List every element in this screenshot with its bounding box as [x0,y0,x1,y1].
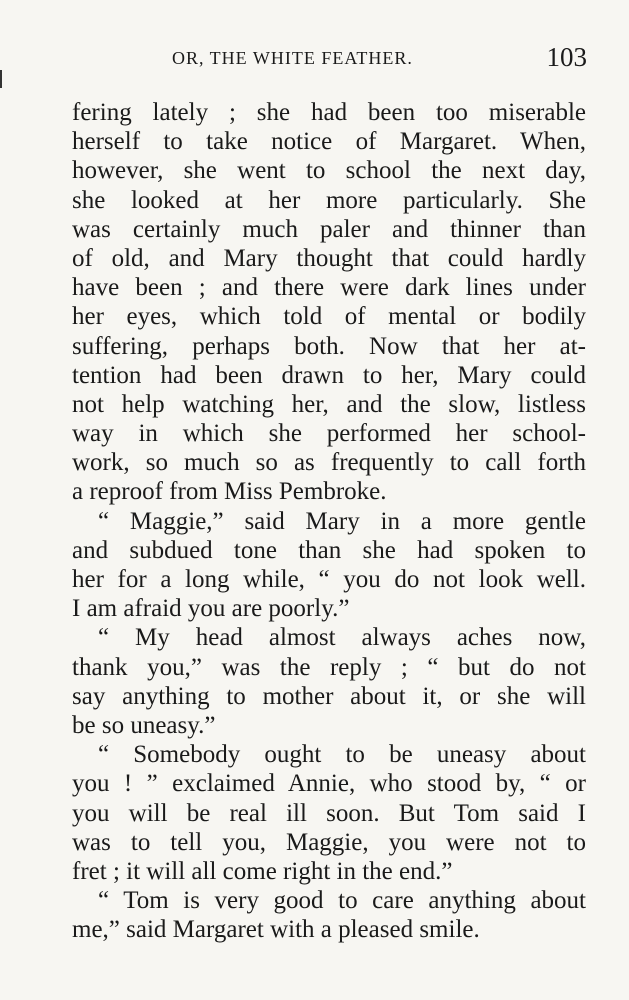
text-line: way in which she performed her school- [72,420,586,448]
text-line: fering lately ; she had been too miserable [72,99,586,126]
text-line: me,” said Margaret with a pleased smile. [72,916,480,944]
text-line: of old, and Mary thought that could hardly [72,244,586,272]
text-line: tention had been drawn to her, Mary could [72,361,586,389]
text-line: herself to take notice of Margaret. When, [72,128,586,156]
text-line: she looked at her more particularly. She [72,186,586,214]
text-line: her for a long while, “ you do not look well. [72,566,586,593]
page-edge-mark [0,70,2,88]
body-text [72,98,586,944]
text-line: you will be real ill soon. But Tom said I [72,799,586,827]
text-line: however, she went to school the next day, [72,157,586,185]
text-line: not help watching her, and the slow, listless [72,390,586,418]
text-line: thank you,” was the reply ; “ but do not [72,653,586,681]
page-number: 103 [546,42,587,72]
text-line: say anything to mother about it, or she will [72,682,586,710]
text-line: was to tell you, Maggie, you were not to [72,828,586,856]
page-header [72,42,587,76]
text-line: a reproof from Miss Pembroke. [72,478,387,506]
text-line: and subdued tone than she had spoken to [72,536,586,564]
text-line: be so uneasy.” [72,711,216,739]
running-head: OR, THE WHITE FEATHER. [172,48,413,68]
text-line: have been ; and there were dark lines under [72,274,586,302]
text-line: her eyes, which told of mental or bodily [72,303,586,331]
text-line: “ Maggie,” said Mary in a more gentle [98,507,586,535]
text-line: work, so much so as frequently to call forth [72,449,586,477]
text-line: suffering, perhaps both. Now that her at- [72,332,586,360]
text-line: “ Somebody ought to be uneasy about [98,741,586,769]
text-line: I am afraid you are poorly.” [72,595,350,623]
text-line: was certainly much paler and thinner than [72,215,586,243]
text-line: “ Tom is very good to care anything about [98,887,586,915]
text-line: “ My head almost always aches now, [98,624,586,652]
text-line: fret ; it will all come right in the end.” [72,857,453,885]
text-line: you ! ” exclaimed Annie, who stood by, “ or [72,770,586,798]
